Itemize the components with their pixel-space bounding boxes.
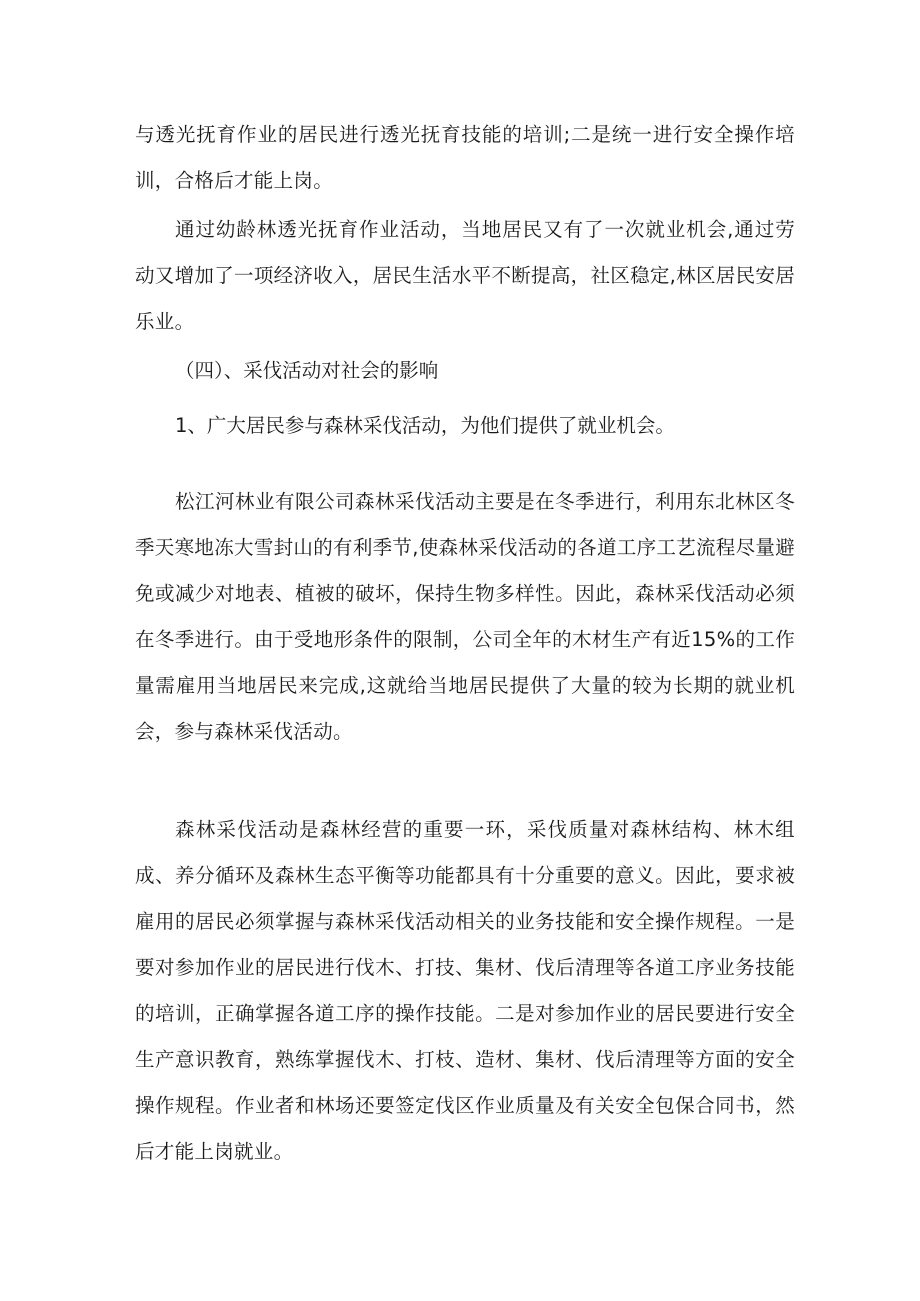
paragraph-logging-skills: 森林采伐活动是森林经营的重要一环，采伐质量对森林结构、林木组成、养分循环及森林生态平衡等功能都具有十分重要的意义。因此，要求被雇用的居民必须掌握与森林采伐活动相关的业务技能和安全操作规程。一是要对参加作业的居民进行伐木、打技、集材、伐后清理等各道工序业务技能的培训，正确掌握各道工序的操作技能。二是对参加作业的居民要进行安全生产意识教育，熟练掌握伐木、打枝、造材、集材、伐后清理等方面的安全操作规程。作业者和林场还要签定伐区作业质量及有关安全包保合同书，然后才能上岗就业。 xyxy=(135,818,795,1163)
paragraph-training-continued: 与透光抚育作业的居民进行透光抚育技能的培训;二是统一进行安全操作培训，合格后才能上岗。 xyxy=(135,123,795,192)
subsection-heading-employment: 1、广大居民参与森林采伐活动，为他们提供了就业机会。 xyxy=(175,414,675,437)
section-heading-logging-impact: （四）、采伐活动对社会的影响 xyxy=(175,359,439,382)
paragraph-employment-thinning: 通过幼龄林透光抚育作业活动，当地居民又有了一次就业机会,通过劳动又增加了一项经济收入，居民生活水平不断提高，社区稳定,林区居民安居乐业。 xyxy=(135,218,795,333)
paragraph-winter-logging: 松江河林业有限公司森林采伐活动主要是在冬季进行，利用东北林区冬季天寒地冻大雪封山的有利季节,使森林采伐活动的各道工序工艺流程尽量避免或减少对地表、植被的破坏，保持生物多样性。因此，森林采伐活动必须在冬季进行。由于受地形条件的限制，公司全年的木材生产有近15%的工作量需雇用当地居民来完成,这就给当地居民提供了大量的较为长期的就业机会，参与森林采伐活动。 xyxy=(135,490,795,743)
